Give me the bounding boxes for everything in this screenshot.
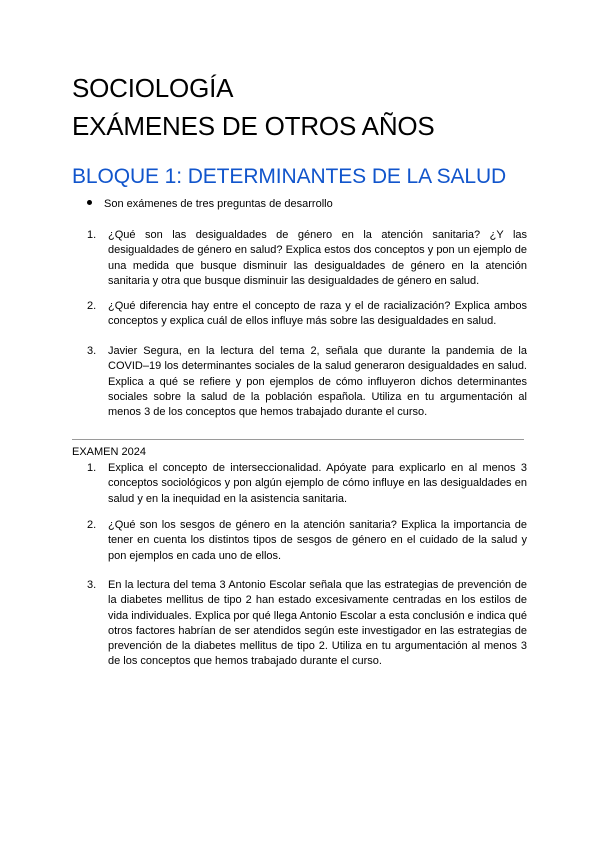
block1-heading: BLOQUE 1: DETERMINANTES DE LA SALUD (72, 165, 507, 188)
document-title-subtitle: EXÁMENES DE OTROS AÑOS (72, 111, 435, 141)
bullet-dot-icon (87, 200, 92, 205)
question-number: 1. (87, 229, 97, 241)
block1-question-3 (87, 344, 527, 420)
exam2024-question-3 (87, 578, 527, 670)
section-divider (72, 439, 524, 440)
question-text: ¿Qué son las desigualdades de género en la atención sanitaria? ¿Y las desigualdades de género en salud? Explica estos dos conceptos y pon un ejemplo de una medida que busque disminuir las desigualdades de género en la atención sanitaria y otra que busque disminuir las desigualdades de género en salud. (108, 229, 527, 287)
question-text: Explica el concepto de interseccionalidad. Apóyate para explicarlo en al menos 3 conceptos sociológicos y pon algún ejemplo de cómo influye en las desigualdades en salud y en la inequidad en la asistencia sanitaria. (108, 462, 527, 505)
question-number: 3. (87, 579, 97, 591)
block1-question-2 (87, 299, 527, 330)
block1-bullet-text: Son exámenes de tres preguntas de desarrollo (104, 198, 333, 210)
question-number: 1. (87, 462, 97, 474)
question-text: ¿Qué son los sesgos de género en la atención sanitaria? Explica la importancia de tener en cuenta los distintos tipos de sesgos de género en el cuidado de la salud y pon ejemplos en cada uno de ellos. (108, 519, 527, 562)
question-number: 3. (87, 345, 97, 357)
question-number: 2. (87, 519, 97, 531)
block1-question-1 (87, 228, 527, 289)
question-text: ¿Qué diferencia hay entre el concepto de raza y el de racialización? Explica ambos conceptos y explica cuál de ellos influye más sobre las desigualdades en salud. (108, 300, 527, 328)
exam2024-question-1 (87, 461, 527, 507)
exam2024-question-2 (87, 518, 527, 564)
document-title-subject: SOCIOLOGÍA (72, 73, 234, 103)
question-text: En la lectura del tema 3 Antonio Escolar señala que las estrategias de prevención de la diabetes mellitus de tipo 2 han estado excesivamente centradas en los estilos de vida individuales. Explica por qué llega Antonio Escolar a esta conclusión e indica qué otros factores habrían de ser atendidos según este investigador en las estrategias de prevención de la diabetes mellitus de tipo 2. Utiliza en tu argumentación al menos 3 de los conceptos que hemos trabajado durante el curso. (108, 579, 527, 668)
exam-2024-label: EXAMEN 2024 (72, 446, 146, 458)
block1-bullet (87, 196, 333, 212)
question-number: 2. (87, 300, 97, 312)
question-text: Javier Segura, en la lectura del tema 2, señala que durante la pandemia de la COVID–19 los determinantes sociales de la salud generaron desigualdades en salud. Explica a qué se refiere y pon ejemplos de cómo influyeron dichos determinantes sociales sobre la salud de la población española. Utiliza en tu argumentación al menos 3 de los conceptos que hemos trabajado durante el curso. (108, 345, 527, 419)
